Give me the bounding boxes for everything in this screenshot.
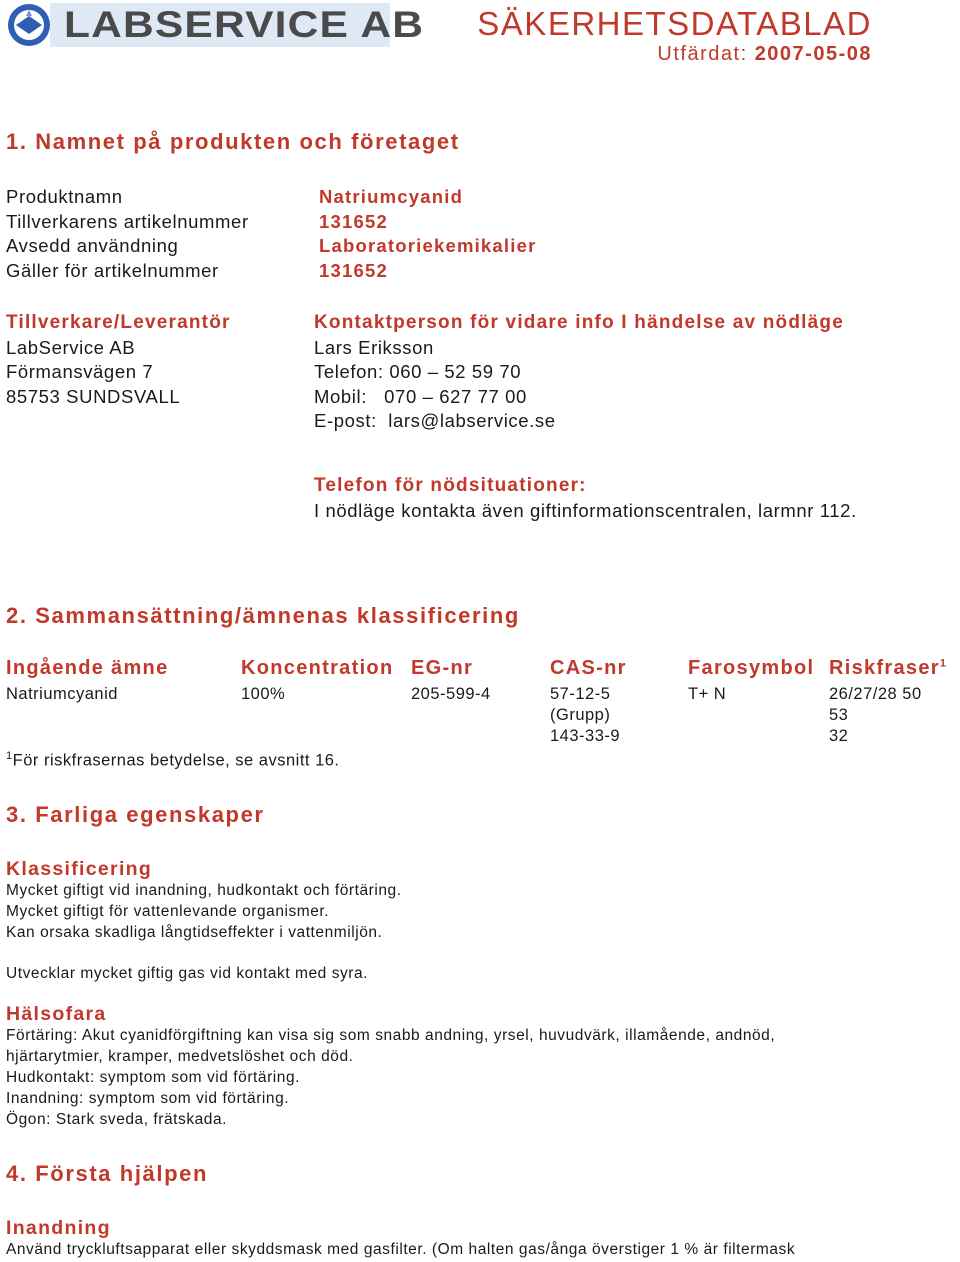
supplier-line: 85753 SUNDSVALL [6,386,181,407]
inhalation-heading: Inandning [6,1217,111,1239]
inhalation-text: Använd tryckluftsapparat eller skyddsmask med gasfilter. (Om halten gas/ånga överstiger 1 % är filtermask [6,1241,796,1258]
column-header: Koncentration [241,657,394,679]
table-cell: 205-599-4 [411,685,491,703]
intended-use-label: Avsedd användning [6,235,179,256]
table-cell: Natriumcyanid [6,685,118,703]
table-cell: 100% [241,685,286,703]
product-name-label: Produktnamn [6,186,123,207]
health-line: Inandning: symptom som vid förtäring. [6,1090,290,1107]
table-cell: 32 [829,727,849,745]
section-1-heading: 1. Namnet på produkten och företaget [6,129,460,154]
contact-mobile: Mobil: 070 – 627 77 00 [314,386,527,407]
contact-email: E-post: lars@labservice.se [314,410,556,431]
issue-date-line [657,43,872,66]
section-4-heading: 4. Första hjälpen [6,1161,209,1186]
table-cell: (Grupp) [550,706,611,724]
column-header: CAS-nr [550,657,627,679]
health-line: Ögon: Stark sveda, frätskada. [6,1111,227,1128]
health-line: Förtäring: Akut cyanidförgiftning kan visa sig som snabb andning, yrsel, huvudvärk, illamående, andnöd, [6,1027,776,1044]
footnote-sup: 1 [6,750,13,762]
table-cell: T+ N [688,685,727,703]
classification-line: Mycket giftigt vid inandning, hudkontakt och förtäring. [6,882,402,899]
product-name-value: Natriumcyanid [319,186,464,207]
contact-phone: Telefon: 060 – 52 59 70 [314,361,522,382]
company-logo [4,2,425,48]
health-line: hjärtarytmier, kramper, medvetslöshet och död. [6,1048,354,1065]
section-2-heading: 2. Sammansättning/ämnenas klassificering [6,603,520,628]
table-cell: 57-12-5 [550,685,611,703]
applies-article-value: 131652 [319,260,388,281]
contact-heading: Kontaktperson för vidare info I händelse av nödläge [314,312,844,333]
column-header-sup: 1 [939,657,948,670]
classification-line: Kan orsaka skadliga långtidseffekter i vattenmiljön. [6,924,383,941]
column-header: Ingående ämne [6,657,169,679]
emergency-phone-heading: Telefon för nödsituationer: [314,475,587,496]
table-footnote: $^1$För riskfrasernas betydelse, se avsnitt 16. [6,750,340,770]
acid-note: Utvecklar mycket giftig gas vid kontakt med syra. [6,965,369,982]
classification-heading: Klassificering [6,858,153,880]
classification-line: Mycket giftigt för vattenlevande organismer. [6,903,330,920]
applies-article-label: Gäller för artikelnummer [6,260,219,281]
intended-use-value: Laboratoriekemikalier [319,235,537,256]
supplier-heading: Tillverkare/Leverantör [6,312,231,333]
table-cell: 26/27/28 50 [829,685,922,703]
document-title: SÄKERHETSDATABLAD [477,5,872,42]
issued-date: 2007-05-08 [754,43,872,65]
column-header: EG-nr [411,657,474,679]
manufacturer-article-value: 131652 [319,211,388,232]
health-line: Hudkontakt: symptom som vid förtäring. [6,1069,300,1086]
emergency-text: I nödläge kontakta även giftinformationscentralen, larmnr 112. [314,500,857,521]
issued-label: Utfärdat: [657,43,748,65]
contact-line: Lars Eriksson [314,337,434,358]
supplier-line: LabService AB [6,337,136,358]
manufacturer-article-label: Tillverkarens artikelnummer [6,211,249,232]
section-3-heading: 3. Farliga egenskaper [6,802,265,827]
health-hazard-heading: Hälsofara [6,1003,107,1025]
table-cell: 143-33-9 [550,727,621,745]
logo-text: LABSERVICE AB [64,4,425,45]
column-header-riskfraser: Riskfraser$^1$ [829,657,948,679]
supplier-line: Förmansvägen 7 [6,361,154,382]
column-header: Farosymbol [688,657,815,679]
table-cell: 53 [829,706,849,724]
